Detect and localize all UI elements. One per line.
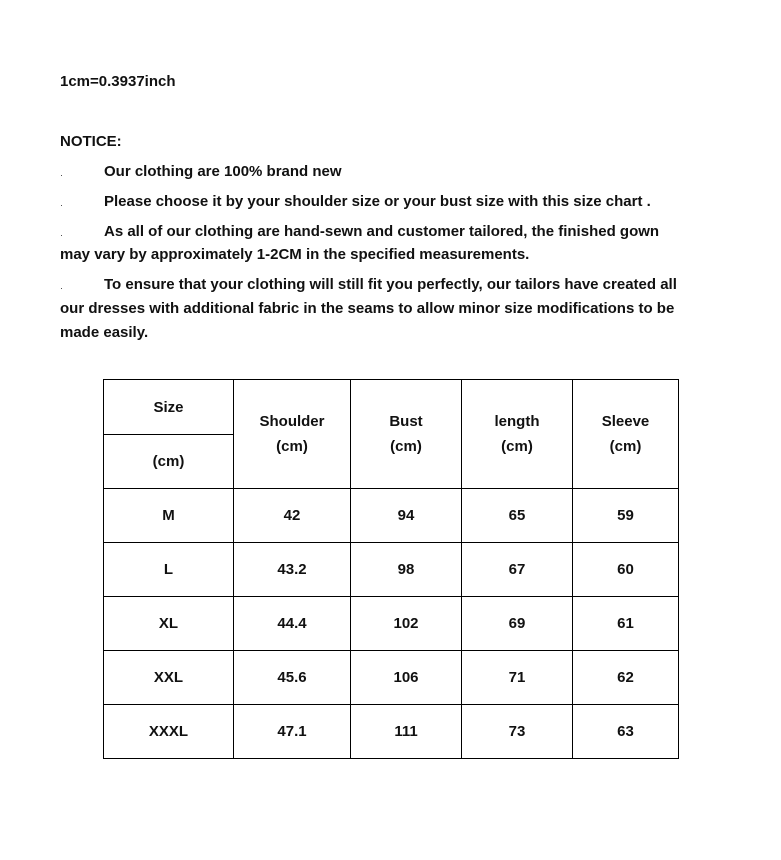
size-cell: XXXL: [104, 705, 234, 759]
table-row: [104, 489, 679, 543]
header-size-unit: (cm): [104, 435, 234, 489]
sleeve-cell: 63: [573, 705, 679, 759]
header-length: [462, 380, 573, 489]
shoulder-cell: 42: [234, 489, 351, 543]
header-length-unit: (cm): [501, 438, 533, 455]
size-cell: M: [104, 489, 234, 543]
header-bust-name: Bust: [389, 413, 423, 430]
notice-line-4c: made easily.: [60, 324, 149, 341]
header-sleeve: [573, 380, 679, 489]
header-sleeve-name: Sleeve: [601, 413, 650, 430]
notice-line-4b: our dresses with additional fabric in the seams to allow minor size modifications to be: [60, 300, 675, 317]
bust-cell: 111: [351, 705, 462, 759]
size-cell: XXL: [104, 651, 234, 705]
size-cell: L: [104, 543, 234, 597]
sleeve-cell: 62: [573, 651, 679, 705]
bust-cell: 106: [351, 651, 462, 705]
length-cell: 73: [462, 705, 573, 759]
bullet-1: ·: [60, 170, 63, 180]
bullet-2: ·: [60, 200, 63, 210]
header-row: [104, 380, 679, 435]
table-row: [104, 651, 679, 705]
bust-cell: 102: [351, 597, 462, 651]
unit-conversion: 1cm=0.3937inch: [60, 73, 176, 90]
header-bust-unit: (cm): [390, 438, 422, 455]
header-bust: [351, 380, 462, 489]
header-shoulder-name: Shoulder: [259, 413, 325, 430]
length-cell: 67: [462, 543, 573, 597]
header-sleeve-unit: (cm): [609, 438, 642, 455]
shoulder-cell: 47.1: [234, 705, 351, 759]
bust-cell: 98: [351, 543, 462, 597]
sleeve-cell: 61: [573, 597, 679, 651]
length-cell: 65: [462, 489, 573, 543]
notice-line-2: Please choose it by your shoulder size or your bust size with this size chart .: [104, 193, 651, 210]
shoulder-cell: 45.6: [234, 651, 351, 705]
header-shoulder: [234, 380, 351, 489]
length-cell: 71: [462, 651, 573, 705]
bullet-3: ·: [60, 230, 63, 240]
notice-line-3a: As all of our clothing are hand-sewn and customer tailored, the finished gown: [104, 223, 660, 240]
notice-line-3b: may vary by approximately 1-2CM in the specified measurements.: [60, 246, 530, 263]
sleeve-cell: 60: [573, 543, 679, 597]
table-row: [104, 597, 679, 651]
bust-cell: 94: [351, 489, 462, 543]
table-row: [104, 705, 679, 759]
size-chart-table: [103, 379, 679, 759]
table-row: [104, 543, 679, 597]
size-cell: XL: [104, 597, 234, 651]
notice-line-4a: To ensure that your clothing will still fit you perfectly, our tailors have created all: [104, 276, 677, 293]
header-shoulder-unit: (cm): [276, 438, 308, 455]
shoulder-cell: 44.4: [234, 597, 351, 651]
shoulder-cell: 43.2: [234, 543, 351, 597]
header-length-name: length: [494, 413, 540, 430]
notice-title: NOTICE:: [60, 133, 122, 150]
header-size: Size: [104, 380, 234, 435]
sleeve-cell: 59: [573, 489, 679, 543]
notice-line-1: Our clothing are 100% brand new: [104, 163, 342, 180]
bullet-4: ·: [60, 283, 63, 293]
length-cell: 69: [462, 597, 573, 651]
